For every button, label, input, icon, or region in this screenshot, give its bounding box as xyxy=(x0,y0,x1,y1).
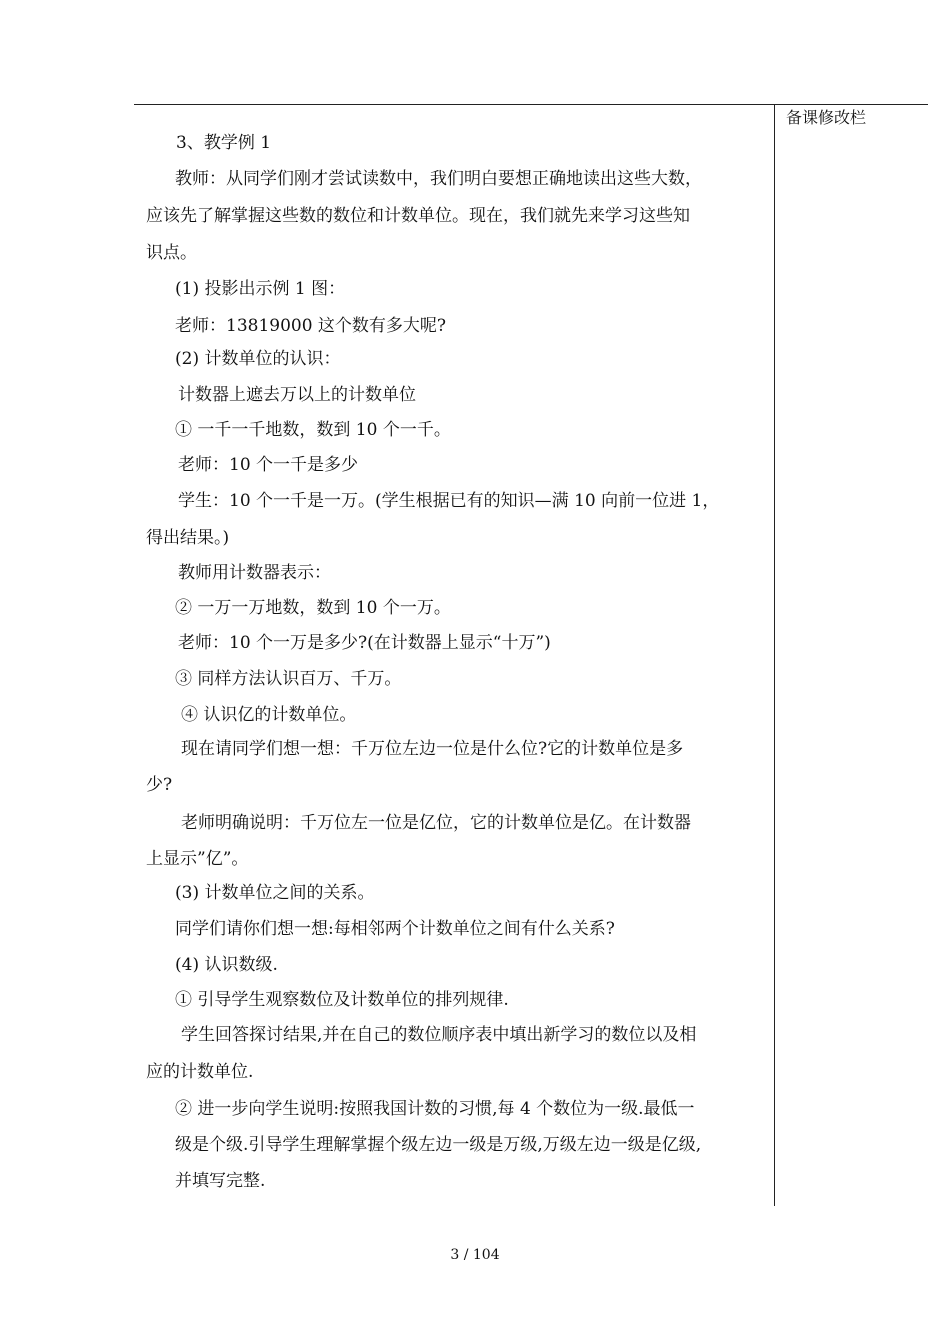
text-line: 级是个级.引导学生理解掌握个级左边一级是万级,万级左边一级是亿级, xyxy=(175,1135,702,1155)
text-line: 学生回答探讨结果,并在自己的数位顺序表中填出新学习的数位以及相 xyxy=(181,1025,697,1045)
section-heading: 3、教学例 1 xyxy=(176,133,272,153)
page-number: 3 / 104 xyxy=(450,1247,500,1263)
text-line: 得出结果。) xyxy=(146,528,230,548)
column-divider xyxy=(774,104,775,1206)
text-line: 应该先了解掌握这些数的数位和计数单位。现在，我们就先来学习这些知 xyxy=(146,206,690,226)
text-line: (2) 计数单位的认识： xyxy=(175,349,341,369)
text-line: 教师：从同学们刚才尝试读数中，我们明白要想正确地读出这些大数， xyxy=(175,169,702,189)
text-line: (4) 认识数级. xyxy=(175,955,278,975)
text-line: 现在请同学们想一想：千万位左边一位是什么位?它的计数单位是多 xyxy=(181,739,684,759)
text-line: 老师：10 个一千是多少 xyxy=(178,455,359,475)
text-line: 同学们请你们想一想:每相邻两个计数单位之间有什么关系? xyxy=(175,919,615,939)
text-line: ② 进一步向学生说明:按照我国计数的习惯,每 4 个数位为一级.最低一 xyxy=(175,1099,695,1119)
text-line: 学生：10 个一千是一万。(学生根据已有的知识—满 10 向前一位进 1， xyxy=(178,491,720,511)
text-line: (3) 计数单位之间的关系。 xyxy=(175,883,375,903)
text-line: ① 引导学生观察数位及计数单位的排列规律. xyxy=(175,990,509,1010)
text-line: (1) 投影出示例 1 图： xyxy=(175,279,346,299)
text-line: 应的计数单位. xyxy=(146,1062,254,1082)
text-line: ④ 认识亿的计数单位。 xyxy=(181,705,357,725)
text-line: 计数器上遮去万以上的计数单位 xyxy=(178,385,416,405)
text-line: 少? xyxy=(146,775,173,795)
text-line: 并填写完整. xyxy=(175,1171,266,1191)
text-line: ② 一万一万地数，数到 10 个一万。 xyxy=(175,598,451,618)
revision-column-header: 备课修改栏 xyxy=(786,108,867,127)
text-line: 识点。 xyxy=(146,243,197,263)
text-line: 老师：13819000 这个数有多大呢? xyxy=(175,316,447,336)
text-line: 老师明确说明：千万位左一位是亿位，它的计数单位是亿。在计数器 xyxy=(181,813,691,833)
text-line: 教师用计数器表示： xyxy=(178,563,331,583)
text-line: 老师：10 个一万是多少?(在计数器上显示“十万”) xyxy=(178,633,551,653)
text-line: 上显示”亿”。 xyxy=(146,849,249,869)
text-line: ③ 同样方法认识百万、千万。 xyxy=(175,669,402,689)
text-line: ① 一千一千地数，数到 10 个一千。 xyxy=(175,420,451,440)
